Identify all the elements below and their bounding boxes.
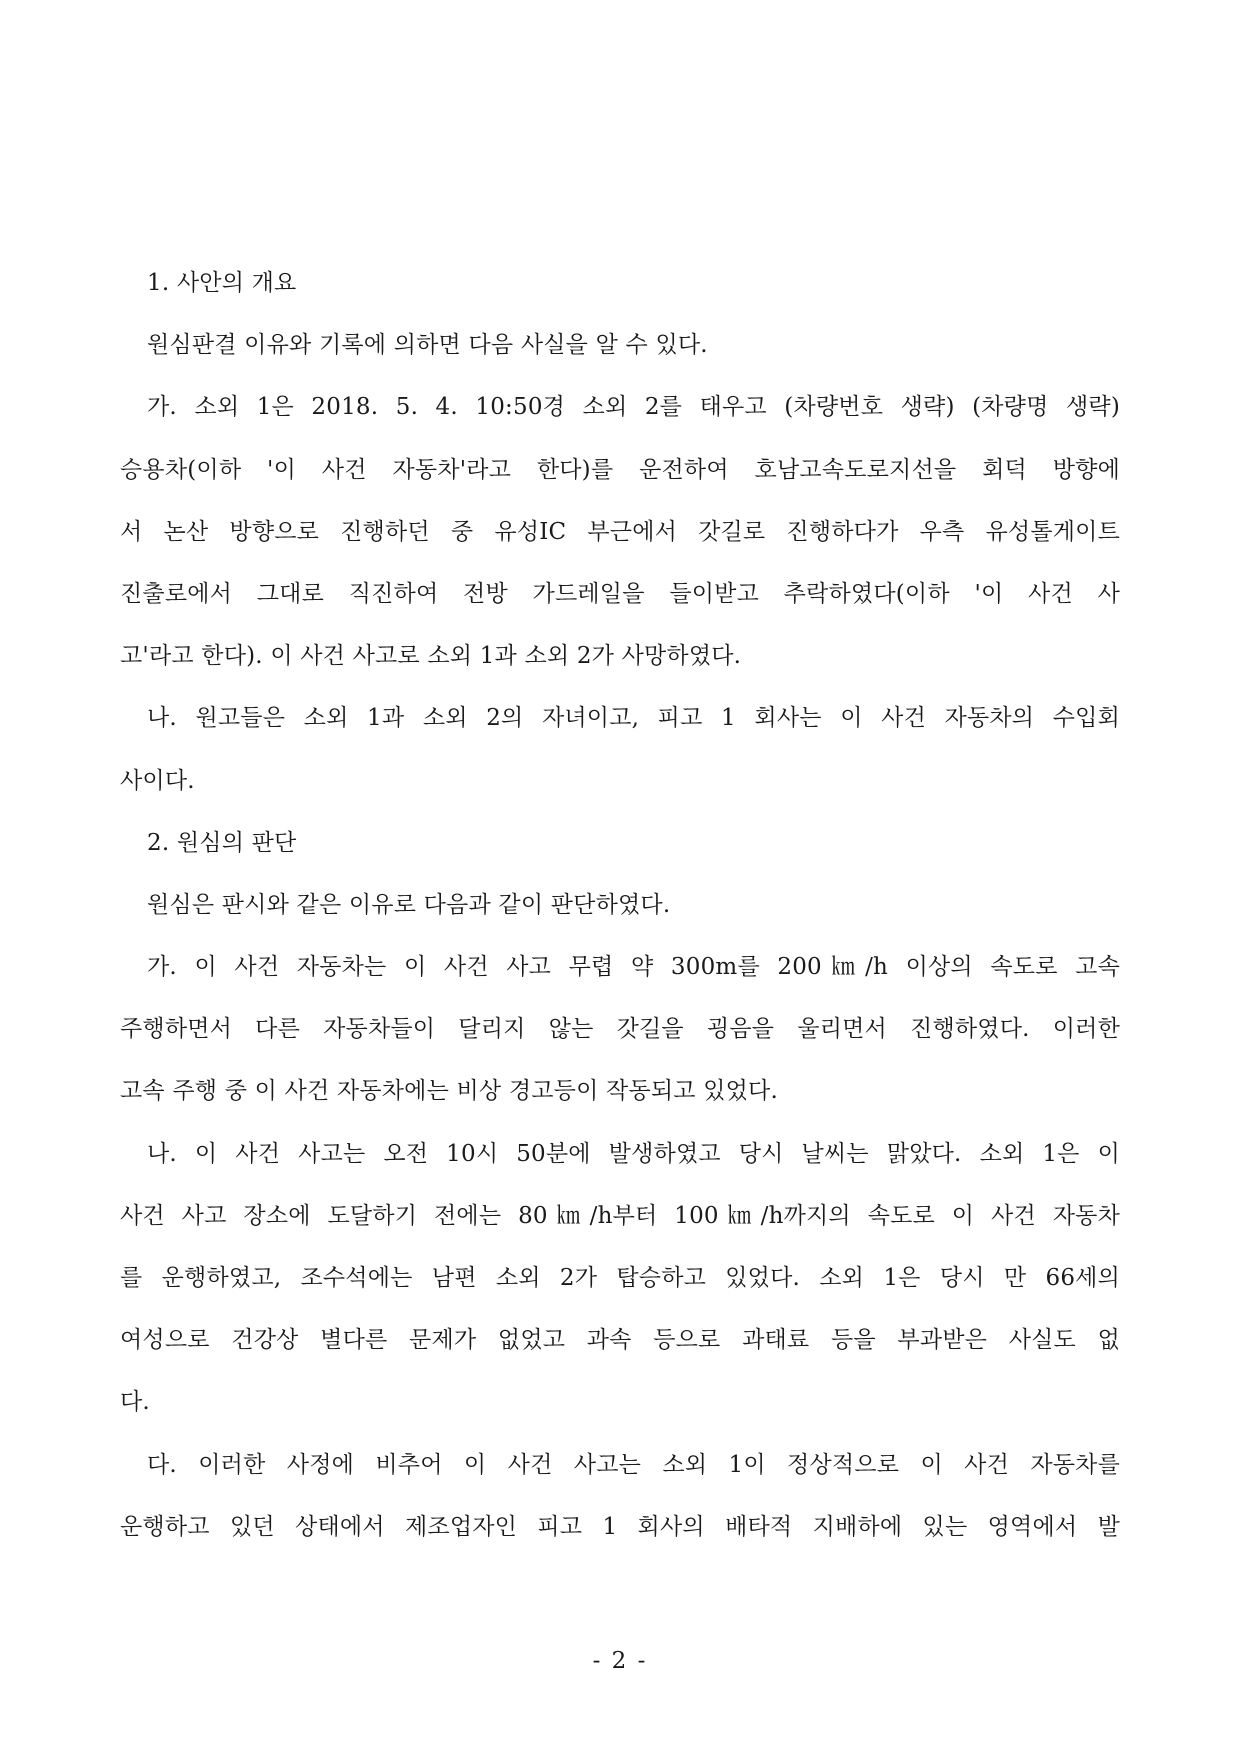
paragraph-line: 주행하면서 다른 자동차들이 달리지 않는 갓길을 굉음을 울리면서 진행하였다. 이러한 [120, 1016, 1120, 1043]
paragraph-line: 사건 사고 장소에 도달하기 전에는 80㎞/h부터 100㎞/h까지의 속도로 이 사건 자동차 [120, 1202, 1120, 1229]
paragraph-line: 를 운행하였고, 조수석에는 남편 소외 2가 탑승하고 있었다. 소외 1은 당시 만 66세의 [120, 1265, 1120, 1291]
document-body [120, 252, 1120, 1558]
section-heading-overview: 1. 사안의 개요 [147, 270, 297, 296]
paragraph-line: 나. 원고들은 소외 1과 소외 2의 자녀이고, 피고 1 회사는 이 사건 자동차의 수입회 [147, 705, 1120, 732]
paragraph-line: 운행하고 있던 상태에서 제조업자인 피고 1 회사의 배타적 지배하에 있는 영역에서 발 [120, 1513, 1120, 1540]
paragraph-line: 가. 이 사건 자동차는 이 사건 사고 무렵 약 300m를 200㎞/h 이상의 속도로 고속 [147, 954, 1120, 981]
paragraph-line: 여성으로 건강상 별다른 문제가 없었고 과속 등으로 과태료 등을 부과받은 사실도 없 [120, 1327, 1120, 1354]
page-number: - 2 - [592, 1648, 648, 1674]
paragraph-line: 다. [120, 1389, 150, 1416]
paragraph-line: 고속 주행 중 이 사건 자동차에는 비상 경고등이 작동되고 있었다. [120, 1078, 778, 1105]
paragraph-line: 다. 이러한 사정에 비추어 이 사건 사고는 소외 1이 정상적으로 이 사건 자동차를 [147, 1451, 1120, 1478]
paragraph-line: 진출로에서 그대로 직진하여 전방 가드레일을 들이받고 추락하였다(이하 '이 사건 사 [120, 580, 1120, 607]
paragraph-line: 원심판결 이유와 기록에 의하면 다음 사실을 알 수 있다. [147, 332, 708, 359]
paragraph-line: 사이다. [120, 767, 195, 794]
paragraph-line: 나. 이 사건 사고는 오전 10시 50분에 발생하였고 당시 날씨는 맑았다. 소외 1은 이 [147, 1140, 1120, 1167]
paragraph-line: 원심은 판시와 같은 이유로 다음과 같이 판단하였다. [147, 891, 671, 918]
paragraph-line: 고'라고 한다). 이 사건 사고로 소외 1과 소외 2가 사망하였다. [120, 643, 742, 670]
paragraph-line: 가. 소외 1은 2018. 5. 4. 10:50경 소외 2를 태우고 (차량번호 생략) (차량명 생략) [147, 394, 1120, 421]
section-heading-judgment: 2. 원심의 판단 [147, 829, 297, 856]
paragraph-line: 서 논산 방향으로 진행하던 중 유성IC 부근에서 갓길로 진행하다가 우측 유성톨게이트 [120, 518, 1120, 545]
paragraph-line: 승용차(이하 '이 사건 자동차'라고 한다)를 운전하여 호남고속도로지선을 회덕 방향에 [120, 456, 1120, 483]
